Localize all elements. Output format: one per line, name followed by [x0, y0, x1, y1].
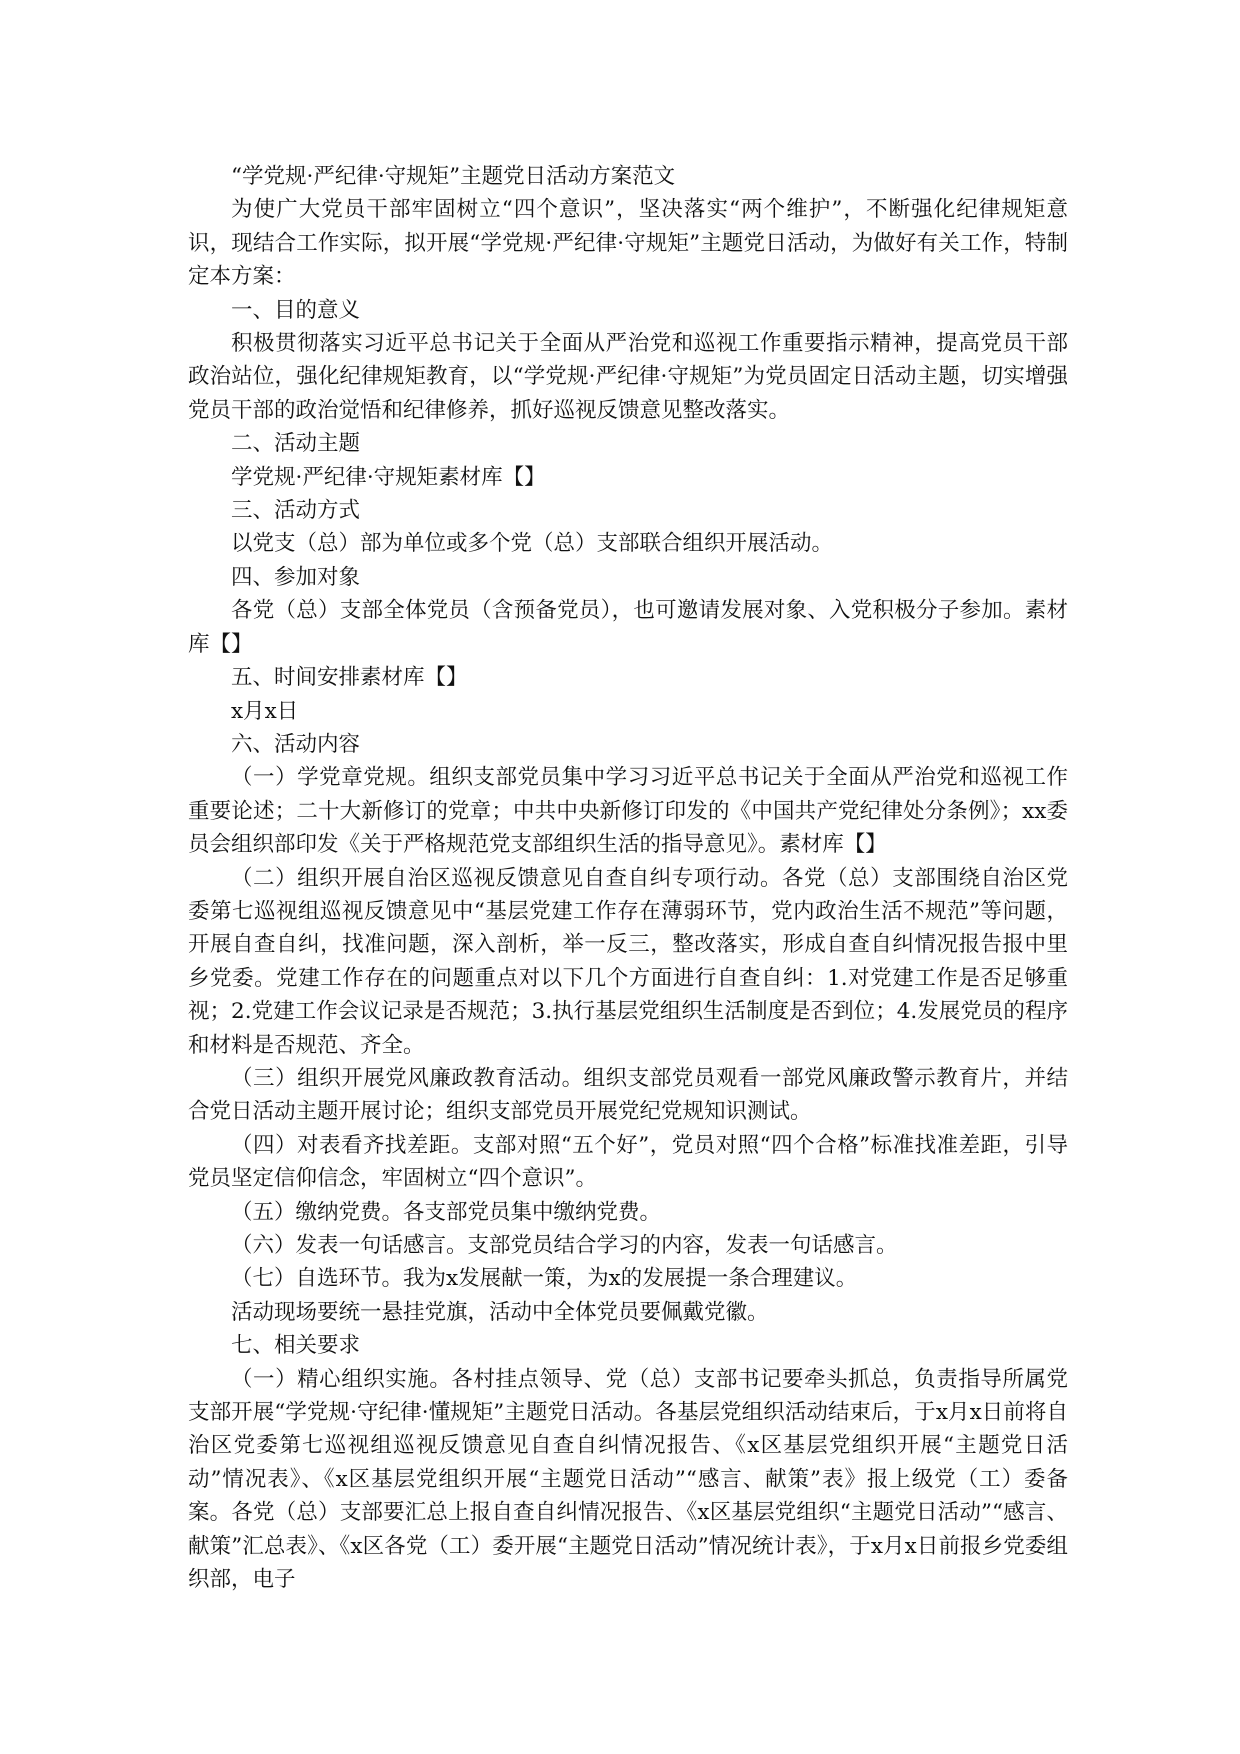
paragraph: 四、参加对象 — [231, 564, 361, 590]
paragraph: （五）缴纳党费。各支部党员集中缴纳党费。 — [231, 1199, 662, 1225]
paragraph: （六）发表一句话感言。支部党员结合学习的内容，发表一句话感言。 — [231, 1233, 898, 1258]
paragraph: （一）学党章党规。组织支部党员集中学习习近平总书记关于全面从严治党和巡视工作重要论述；二十大新修订的党章；中共中央新修订印发的《中国共产党纪律处分条例》；xx委员会组织部印发《关于严格规范党支部组织生活的指导意见》。素材库【】 — [188, 765, 1068, 858]
paragraph: 积极贯彻落实习近平总书记关于全面从严治党和巡视工作重要指示精神，提高党员干部政治站位，强化纪律规矩教育，以“学党规·严纪律·守规矩”为党员固定日活动主题，切实增强党员干部的政治觉悟和纪律修养，抓好巡视反馈意见整改落实。 — [188, 331, 1068, 423]
paragraph: 五、时间安排素材库【】 — [231, 665, 468, 691]
paragraph: 三、活动方式 — [231, 498, 361, 524]
paragraph: 学党规·严纪律·守规矩素材库【】 — [231, 464, 546, 490]
document-page — [188, 160, 1068, 1596]
paragraph: 为使广大党员干部牢固树立“四个意识”，坚决落实“两个维护”，不断强化纪律规矩意识，现结合工作实际，拟开展“学党规·严纪律·守规矩”主题党日活动，为做好有关工作，特制定本方案： — [188, 197, 1068, 290]
paragraph: 各党（总）支部全体党员（含预备党员），也可邀请发展对象、入党积极分子参加。素材库【】 — [188, 598, 1068, 657]
document-title: “学党规·严纪律·守规矩”主题党日活动方案范文 — [231, 164, 676, 189]
paragraph: 六、活动内容 — [231, 731, 361, 757]
paragraph: （二）组织开展自治区巡视反馈意见自查自纠专项行动。各党（总）支部围绕自治区党委第七巡视组巡视反馈意见中“基层党建工作存在薄弱环节，党内政治生活不规范”等问题，开展自查自纠，找准问题，深入剖析，举一反三，整改落实，形成自查自纠情况报告报中里乡党委。党建工作存在的问题重点对以下几个方面进行自查自纠：1.对党建工作是否足够重视；2.党建工作会议记录是否规范；3.执行基层党组织生活制度是否到位；4.发展党员的程序和材料是否规范、齐全。 — [188, 865, 1068, 1058]
paragraph: （七）自选环节。我为x发展献一策，为x的发展提一条合理建议。 — [231, 1266, 858, 1292]
paragraph: 一、目的意义 — [231, 297, 361, 323]
paragraph: （四）对表看齐找差距。支部对照“五个好”，党员对照“四个合格”标准找准差距，引导党员坚定信仰信念，牢固树立“四个意识”。 — [188, 1132, 1068, 1192]
paragraph: 活动现场要统一悬挂党旗，活动中全体党员要佩戴党徽。 — [231, 1299, 769, 1325]
paragraph: （三）组织开展党风廉政教育活动。组织支部党员观看一部党风廉政警示教育片，并结合党日活动主题开展讨论；组织支部党员开展党纪党规知识测试。 — [188, 1065, 1068, 1125]
paragraph: 以党支（总）部为单位或多个党（总）支部联合组织开展活动。 — [231, 531, 834, 557]
document-body — [188, 193, 1068, 1596]
paragraph: （一）精心组织实施。各村挂点领导、党（总）支部书记要牵头抓总，负责指导所属党支部开展“学党规·守纪律·懂规矩”主题党日活动。各基层党组织活动结束后，于x月x日前将自治区党委第七巡视组巡视反馈意见自查自纠情况报告、《x区基层党组织开展“主题党日活动”情况表》、《x区基层党组织开展“主题党日活动”“感言、献策”表》报上级党（工）委备案。各党（总）支部要汇总上报自查自纠情况报告、《x区基层党组织“主题党日活动”“感言、献策”汇总表》、《x区各党（工）委开展“主题党日活动”情况统计表》，于x月x日前报乡党委组织部，电子 — [188, 1366, 1068, 1593]
paragraph: 七、相关要求 — [231, 1333, 361, 1359]
paragraph: 二、活动主题 — [231, 431, 361, 457]
paragraph: x月x日 — [231, 698, 299, 724]
